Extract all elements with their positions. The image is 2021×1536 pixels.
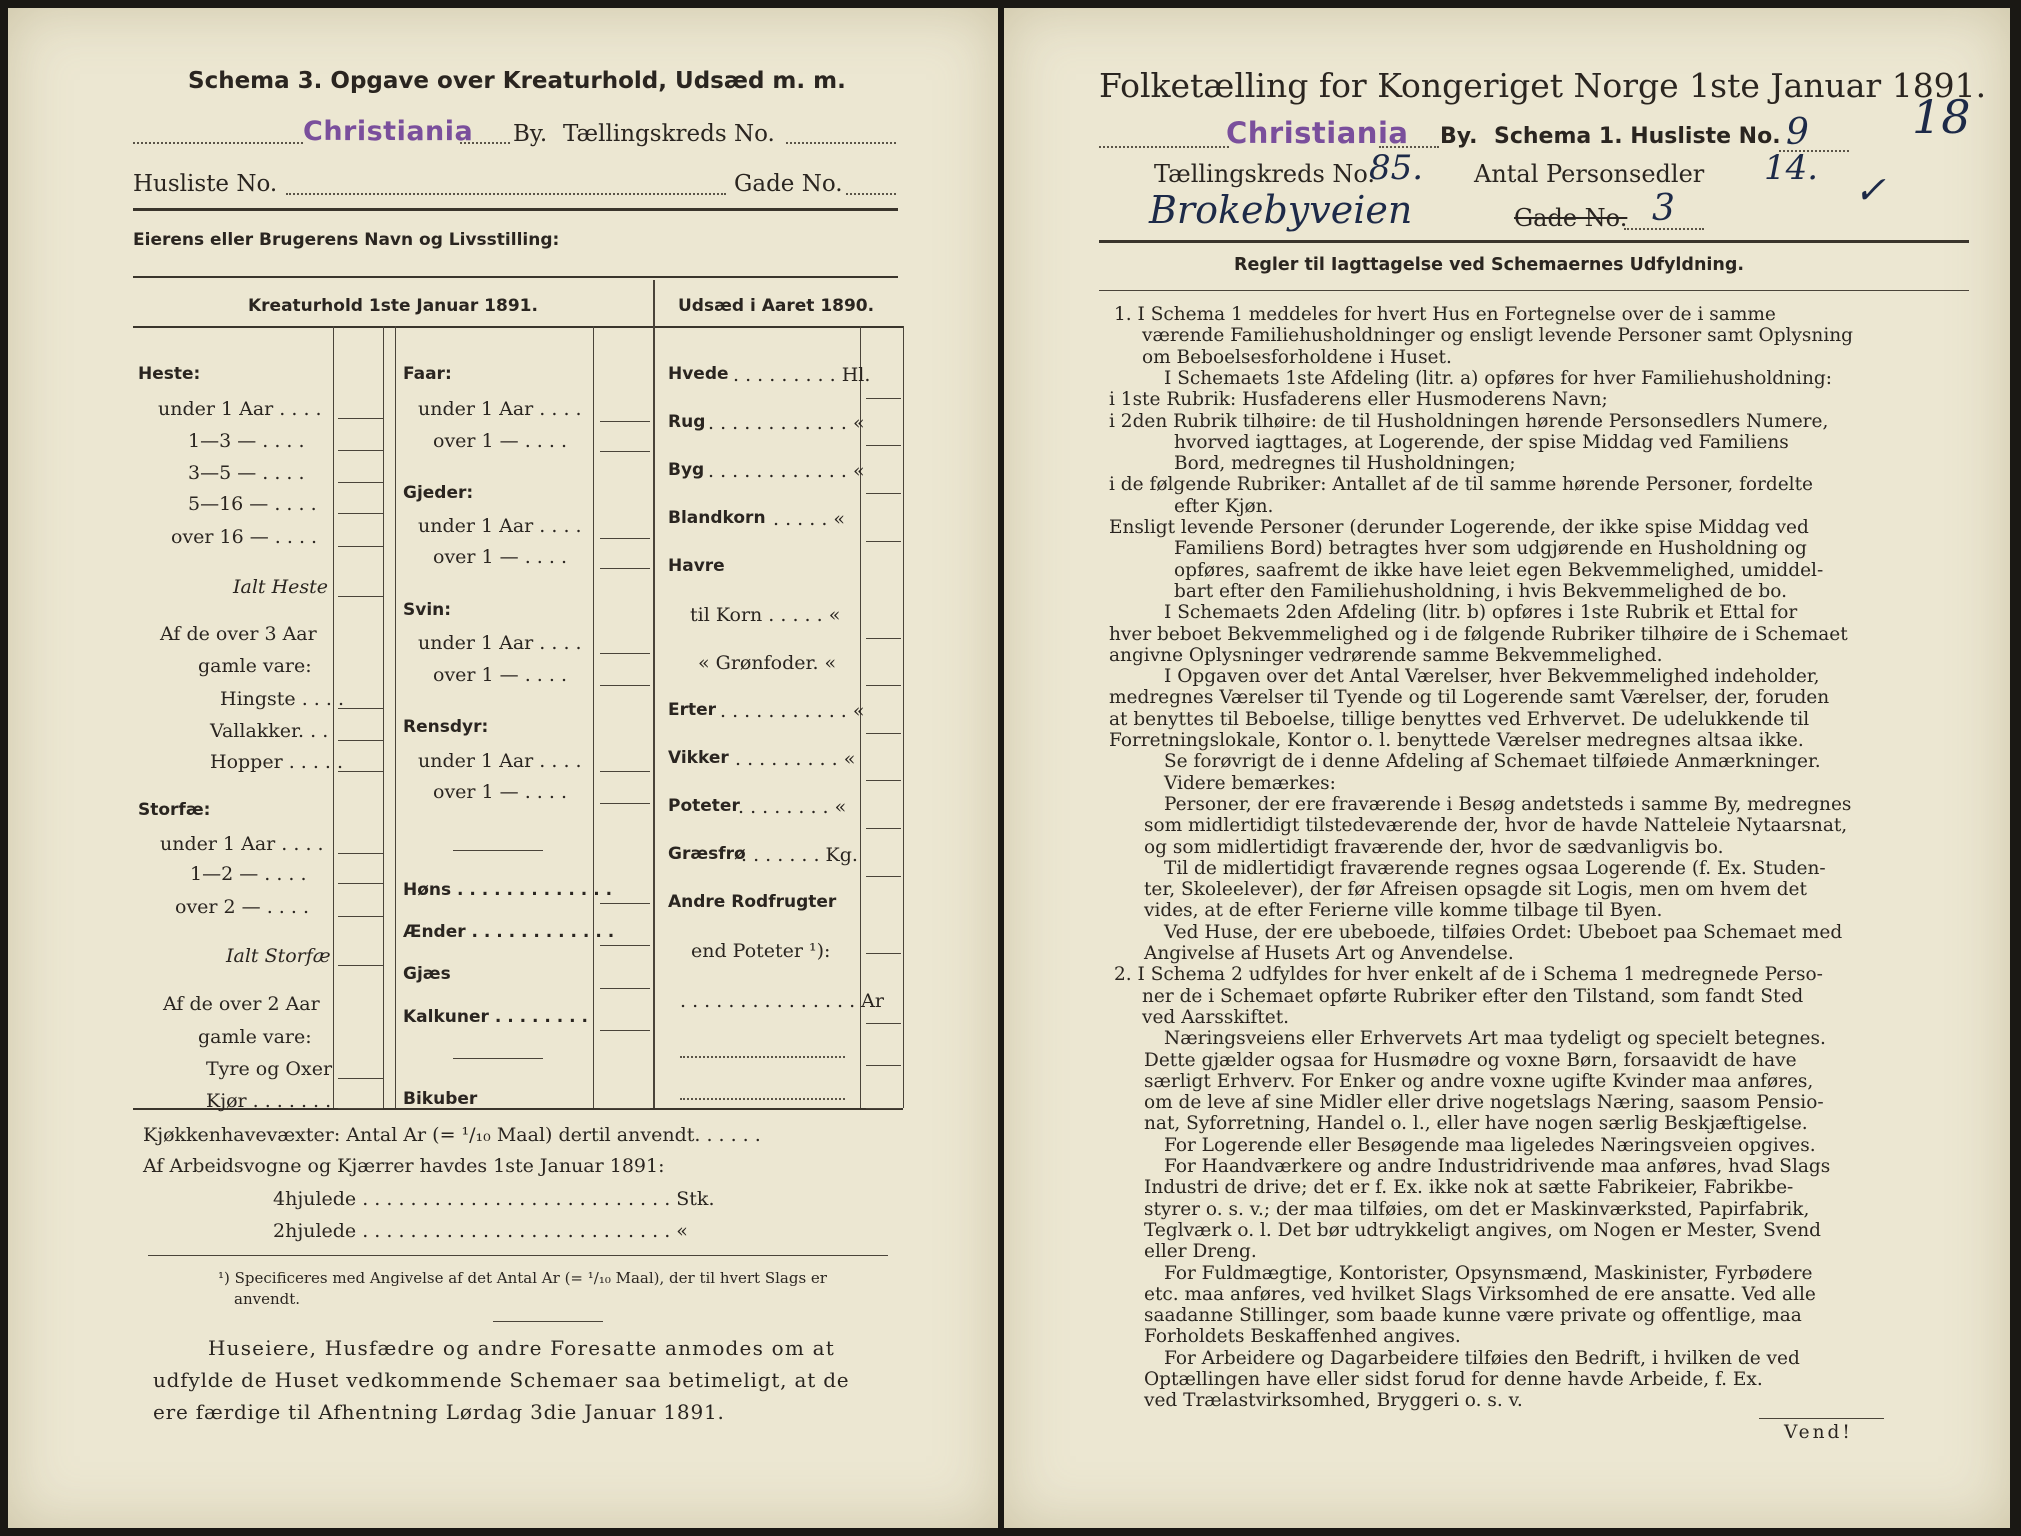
crop-tail: « Grønfoder. « [698,652,837,674]
crop-tail: end Poteter ¹): [691,940,831,962]
rule-line: særligt Erhverv. For Enker og andre voxne ugifte Kvinder maa anføres, [1144,1070,1814,1092]
rule-line: at benyttes til Beboelse, tillige benyttes ved Erhvervet. De udelukkende til [1109,708,1810,730]
heste-row: over 16 — . . . . [171,526,318,548]
storfae-row: over 2 — . . . . [175,896,309,918]
rule-line: For Logerende eller Besøgende maa ligeledes Næringsveien opgives. [1164,1134,1816,1156]
gjeder-title: Gjeder: [403,483,474,503]
rule-line: For Arbeidere og Dagarbeidere tilføies den Bedrift, i hvilken de ved [1164,1347,1800,1369]
by-label: By. [513,121,548,147]
left-page [8,8,998,1528]
tkreds-label: Tællingskreds No. [563,121,775,147]
corner-number: 18 [1912,90,1971,144]
crop-name: Vikker [668,748,729,768]
tkreds-no: 85. [1369,148,1424,188]
tkreds-label: Tællingskreds No. [1154,160,1376,188]
rule-line: nat, Syforretning, Handel o. l., eller have nogen særlig Beskjæftigelse. [1144,1113,1808,1135]
heste-sub-row: Vallakker. . . [210,720,329,742]
rule-line: Forholdets Beskaffenhed angives. [1144,1326,1461,1348]
fowl-row: Høns . . . . . . . . . . . . . [403,880,613,900]
rule-line: Familiens Bord) betragtes hver som udgjørende en Husholdning og [1174,538,1807,560]
rule-line: og som midlertidigt fraværende der, hvor de sædvanligvis bo. [1144,836,1724,858]
rule-line: I Schemaets 1ste Afdeling (litr. a) opføres for hver Familiehusholdning: [1164,367,1832,389]
storfae-sub-row: Tyre og Oxer [206,1058,333,1080]
rule-line: ter, Skoleelever), der før Afreisen opsagde sit Logis, men om hvem det [1144,879,1807,901]
rule-line: 1. I Schema 1 meddeles for hvert Hus en Fortegnelse over de i samme [1114,304,1776,325]
rule-line: medregnes Værelser til Tyende og til Logerende samt Værelser, der, foruden [1109,687,1830,709]
city-stamp: Christiania [1226,116,1409,150]
rule-line: Teglværk o. l. Det bør udtrykkeligt angives, om Nogen er Mester, Svend [1144,1219,1821,1241]
rule-line: Personer, der ere fraværende i Besøg andetsteds i samme By, medregnes [1164,793,1852,815]
rule-line: Dette gjælder ogsaa for Husmødre og voxne Børn, forsaavidt de have [1144,1049,1797,1071]
hjul4-line: 4hjulede . . . . . . . . . . . . . . . . . . . . . . . . . . Stk. [273,1188,715,1210]
husliste-no: 9 [1786,112,1809,153]
census-title: Folketælling for Kongeriget Norge 1ste Januar 1891. [1099,66,1987,105]
faar-row: under 1 Aar . . . . [418,398,582,420]
closing-line: ere færdige til Afhentning Lørdag 3die Januar 1891. [153,1400,725,1424]
rule-line: For Fuldmægtige, Kontorister, Opsynsmænd, Maskinister, Fyrbødere [1164,1262,1813,1284]
rule-line: For Haandværkere og andre Industridrivende maa anføres, hvad Slags [1164,1156,1831,1177]
rensdyr-row: over 1 — . . . . [433,781,567,803]
owner-label: Eierens eller Brugerens Navn og Livsstilling: [133,230,560,250]
rensdyr-title: Rensdyr: [403,717,489,737]
storfae-sub-intro: gamle vare: [198,1026,312,1048]
crop-name: Rug [668,412,706,432]
rule-line: Til de midlertidigt fraværende regnes ogsaa Logerende (f. Ex. Studen- [1164,857,1826,879]
rule-line: eller Dreng. [1144,1241,1257,1263]
gjeder-row: over 1 — . . . . [433,546,567,568]
udsaed-header: Udsæd i Aaret 1890. [678,296,875,316]
personsedler-label: Antal Personsedler [1474,160,1705,188]
heste-row: 3—5 — . . . . [188,462,305,484]
svin-row: over 1 — . . . . [433,664,567,686]
crop-name: Græsfrø [668,844,746,864]
closing-line: udfylde de Huset vedkommende Schemaer saa betimeligt, at de [153,1368,850,1392]
rule-line: angivne Oplysninger vedrørende samme Bekvemmelighed. [1109,644,1663,666]
rule-line: Videre bemærkes: [1164,772,1336,794]
rule-line: ved Aarsskiftet. [1142,1006,1290,1028]
heste-sub-row: Hingste . . . . [220,688,344,710]
heste-row: under 1 Aar . . . . [158,398,322,420]
fowl-row: Ænder . . . . . . . . . . . . [403,922,615,942]
kjokken-line: Kjøkkenhavevæxter: Antal Ar (= ¹/₁₀ Maal) dertil anvendt. . . . . . [143,1124,761,1146]
heste-row: 5—16 — . . . . [188,493,317,515]
storfae-sub-intro: Af de over 2 Aar [163,993,320,1015]
rule-line: Se forøvrigt de i denne Afdeling af Schemaet tilføiede Anmærkninger. [1164,751,1821,773]
rule-line: ved Trælastvirksomhed, Bryggeri o. s. v. [1144,1390,1523,1412]
crop-name: Erter [668,700,717,720]
rule-line: vides, at de efter Ferierne ville komme tilbage til Byen. [1144,900,1663,922]
crop-name: Hvede [668,364,729,384]
street-handwritten: Brokebyveien [1149,188,1413,232]
vendi-label: Vend! [1784,1422,1853,1443]
schema3-title: Schema 3. Opgave over Kreaturhold, Udsæd m. m. [188,68,846,94]
rule-line: i 2den Rubrik tilhøire: de til Husholdningen hørende Personsedlers Numere, [1109,410,1829,432]
rule-line: I Opgaven over det Antal Værelser, hver Bekvemmelighed indeholder, [1164,666,1820,688]
rule-line: værende Familiehusholdninger og ensligt levende Personer samt Oplysning [1142,325,1853,347]
rule-line: Ved Huse, der ere ubeboede, tilføies Ordet: Ubeboet paa Schemaet med [1164,921,1843,943]
storfae-row: 1—2 — . . . . [190,863,307,885]
rule-line: saadanne Stillinger, som baade kunne være private og offentlige, maa [1144,1305,1802,1327]
rule-line: I Schemaets 2den Afdeling (litr. b) opføres i 1ste Rubrik et Ettal for [1164,602,1798,624]
rule-line: om de leve af sine Midler eller drive nogetslags Næring, saasom Pensio- [1144,1092,1824,1114]
crop-name: Byg [668,460,705,480]
crop-tail: . . . . . . . . . . . . « [708,412,865,434]
crop-tail: . . . . . . . . « [738,796,847,818]
crop-tail: . . . . . . . . . « [735,748,856,770]
gjeder-row: under 1 Aar . . . . [418,515,582,537]
heste-title: Heste: [138,364,201,384]
rule-line: Angivelse af Husets Art og Anvendelse. [1144,943,1514,964]
heste-total: Ialt Heste [233,576,329,598]
storfae-total: Ialt Storfæ [226,945,331,967]
storfae-title: Storfæ: [138,800,211,820]
rule-line: hver beboet Bekvemmelighed og i de følgende Rubriker tilhøire de i Schemaet [1109,623,1848,645]
faar-title: Faar: [403,364,452,384]
heste-sub-intro: gamle vare: [198,655,312,677]
rule-line: opføres, saafremt de ikke have leiet egen Bekvemmelighed, umiddel- [1174,559,1824,581]
rule-line: styrer o. s. v.; der maa tilføies, om det er Maskinværksted, Papirfabrik, [1144,1198,1810,1220]
heste-sub-intro: Af de over 3 Aar [160,623,317,645]
svin-row: under 1 Aar . . . . [418,632,582,654]
check-mark: ✓ [1854,168,1886,212]
rule-line: i 1ste Rubrik: Husfaderens eller Husmoderens Navn; [1109,389,1608,411]
crop-name: Blandkorn [668,508,766,528]
rule-line: i de følgende Rubriker: Antallet af de til samme hørende Personer, fordelte [1109,474,1813,496]
rule-line: om Beboelsesforholdene i Huset. [1142,346,1452,368]
rule-line: Bord, medregnes til Husholdningen; [1174,453,1516,475]
svin-title: Svin: [403,600,452,620]
crop-tail: . . . . . . . Kg. [741,844,858,866]
crop-tail: . . . . . « [773,508,846,530]
fowl-row: Gjæs [403,964,451,984]
rule-line: bart efter den Familiehusholdning, i hvis Bekvemmelighed de bo. [1174,580,1787,602]
rules-heading: Regler til Iagttagelse ved Schemaernes Udfyldning. [1234,255,1745,275]
gade-label: Gade No. [734,171,843,197]
faar-row: over 1 — . . . . [433,430,567,452]
city-stamp: Christiania [303,116,474,147]
personsedler-no: 14. [1764,148,1819,188]
rule-line: 2. I Schema 2 udfyldes for hver enkelt af de i Schema 1 medregnede Perso- [1114,964,1823,986]
rule-line: efter Kjøn. [1174,495,1274,517]
rule-line: Ensligt levende Personer (derunder Logerende, der ikke spise Middag ved [1109,517,1809,538]
crop-name: Poteter [668,796,740,816]
heste-row: 1—3 — . . . . [188,430,305,452]
rule-line: Optællingen have eller sidst forud for denne havde Arbeide, f. Ex. [1144,1369,1763,1390]
by-label: By. [1440,124,1478,149]
rule-line: Forretningslokale, Kontor o. l. benyttede Værelser medregnes altsaa ikke. [1109,730,1804,751]
rule-line: etc. maa anføres, ved hvilket Slags Virksomhed de ere ansatte. Ved alle [1144,1283,1816,1305]
kreatur-header: Kreaturhold 1ste Januar 1891. [248,296,538,316]
heste-sub-row: Hopper . . . . . [210,751,344,773]
crop-tail: til Korn . . . . . « [690,604,841,626]
rule-line: Næringsveiens eller Erhvervets Art maa tydeligt og specielt betegnes. [1164,1028,1826,1050]
schema1-label: Schema 1. Husliste No. [1494,124,1781,149]
fowl-row: Kalkuner . . . . . . . . [403,1007,588,1027]
rule-line: hvorved iagttages, at Logerende, der spise Middag ved Familiens [1174,431,1789,453]
husliste-label: Husliste No. [133,171,278,197]
storfae-row: under 1 Aar . . . . [160,833,324,855]
crop-name: Andre Rodfrugter [668,892,837,912]
crop-tail: . . . . . . . . . Hl. [733,364,871,386]
rensdyr-row: under 1 Aar . . . . [418,750,582,772]
crop-tail: . . . . . . . . . . . . . . . Ar [680,990,884,1012]
rule-line: ner de i Schemaet opførte Rubriker efter den Tilstand, som fandt Sted [1142,985,1804,1007]
footnote: anvendt. [234,1290,301,1308]
rule-line: som midlertidigt tilstedeværende der, hvor de havde Natteleie Nytaarsnat, [1144,815,1848,837]
gade-label: Gade No. [1514,204,1628,232]
crop-tail: . . . . . . . . . . . « [720,700,865,722]
hjul2-line: 2hjulede . . . . . . . . . . . . . . . . . . . . . . . . . . « [273,1220,688,1242]
storfae-sub-row: Kjør . . . . . . . [206,1090,332,1112]
gade-no: 3 [1652,188,1675,229]
closing-line: Huseiere, Husfædre og andre Foresatte anmodes om at [208,1336,835,1360]
crop-name: Havre [668,556,725,576]
footnote: ¹) Specificeres med Angivelse af det Antal Ar (= ¹/₁₀ Maal), der til hvert Slags er [218,1269,827,1287]
rule-line: Industri de drive; det er f. Ex. ikke nok at sætte Fabrikeier, Fabrikbe- [1144,1177,1794,1199]
vogne-line: Af Arbeidsvogne og Kjærrer havdes 1ste Januar 1891: [143,1155,665,1177]
crop-tail: . . . . . . . . . . . . « [708,460,865,482]
fowl-row: Bikuber [403,1089,478,1109]
right-page [1004,8,2010,1528]
